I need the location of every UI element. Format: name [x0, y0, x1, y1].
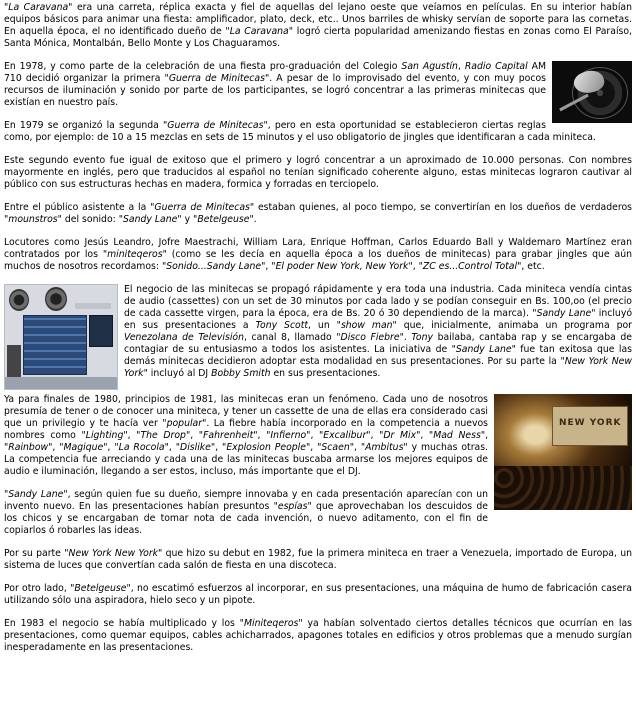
turntable-photo [552, 61, 632, 123]
paragraph-negocio: El negocio de las minitecas se propagó rápidamente y era toda una industria. Cada miniteca vendía cintas de audio (cassettes) con un set de 30 minutos por cada lado y se podían conseguir en Bs. 100,oo (el precio de cada cassette virgen, para la época, era de Bs. 20 ó 30 dependiendo de la marca). "Sandy Lane" incluyó en sus presentaciones a Tony Scott, un "show man" que, inicialmente, animaba un programa por Venezolana de Televisión, canal 8, llamado "Disco Fiebre". Tony bailaba, cantaba rap y se encargaba de contagiar de su entusiasmo a todos los asistentes. La iniciativa de "Sandy Lane" fue tan exitosa que las demás minitecas decidieron adoptar esta modalidad en sus presentaciones. Por su parte la "New York New York" incluyó al DJ Bobby Smith en sus presentaciones. [124, 284, 633, 379]
paragraph-sandy-lane: "Sandy Lane", según quien fue su dueño, siempre innovaba y en cada presentación aparecían con un invento nuevo. En las presentaciones habían presuntos "espías" que aprovechaban los descuidos de los chicos y se encargaban de tomar nota de cada invención, o nuevo aditamento, con el fin de copiarlos ó robarles las ideas. [4, 489, 488, 536]
paragraph-fenomeno: Ya para finales de 1980, principios de 1981, las minitecas eran un fenómeno. Cada uno de nosotros presumía de tener o de conocer una miniteca, y tener un cassette de una de ellas era considerado casi que un privilegio y te hacía ver "popular". La fiebre había incorporado en la competencia a nuevos nombres como "Lighting", "The Drop", "Fahrenheit", "Infierno", "Excalibur", "Dr Mix", "Mad Ness", "Rainbow", "Magique", "La Rocola", "Dislike", "Explosion People", "Scaen", "Ambitus" y muchas otras. La competencia fue arreciando y cada una de las minitecas buscaba armarse los mejores equipos de audio e iluminación, llegando a ser estos, incluso, más importante que el DJ. [4, 394, 489, 477]
paragraph-betelgeuse: Por otro lado, "Betelgeuse", no escatimó esfuerzos al incorporar, en sus presentaciones, una máquina de humo de fabricación casera utilizando sólo una aspiradora, hielo seco y un pipote. [4, 583, 632, 606]
paragraph-publico: Entre el público asistente a la "Guerra de Minitecas" estaban quienes, al poco tiempo, se convertirían en los dueños de verdaderos "mounstros" del sonido: "Sandy Lane" y "Betelgeuse". [4, 202, 632, 225]
paragraph-1978: En 1978, y como parte de la celebración de una fiesta pro-graduación del Colegio San Agustín, Radio Capital AM 710 decidió organizar la primera "Guerra de Minitecas". A pesar de lo improvisado del evento, y con muy pocos recursos de iluminación y sonido por parte de los participantes, se logró concentrar a las primeras minitecas que existían en nuestro país. [4, 61, 546, 108]
paragraph-1983: En 1983 el negocio se había multiplicado y los "Miniteqeros" ya habían solventado ciertos detalles técnicos que ocurrían en las presentaciones, como quemar equipos, cables achicharrados, apagones totales en edificios y otros problemas que a menudo surgían inesperadamente en las presentaciones. [4, 618, 632, 653]
paragraph-locutores: Locutores como Jesús Leandro, Jofre Maestrachi, William Lara, Enrique Hoffman, Carlos Eduardo Ball y Waldemaro Martínez eran contratados por los "miniteqeros" (como se les decía en aquella época a los dueños de minitecas) para grabar jingles que aún muchos de nosotros recordamos: "Sonido...Sandy Lane", "El poder New York, New York", "ZC es...Control Total", etc. [4, 237, 632, 272]
sound-equipment-photo [4, 284, 118, 390]
paragraph-segundo-evento: Este segundo evento fue igual de exitoso que el primero y logró concentrar a un aproximado de 10.000 personas. Con nombres mayormente en inglés, pero que traducidos al español no tenían significado coherente alguno, estas minitecas lograron cautivar al público con sus estructuras hechas en madera, formica y forradas en terciopelo. [4, 155, 632, 190]
party-sign-text: NEW YORK [559, 418, 622, 428]
paragraph-new-york: Por su parte "New York New York" que hizo su debut en 1982, fue la primera miniteca en traer a Venezuela, importado de Europa, un sistema de luces que convertían cada salón de fiesta en una discoteca. [4, 548, 632, 571]
party-photo [494, 394, 632, 510]
paragraph-la-caravana: "La Caravana" era una carreta, réplica exacta y fiel de aquellas del lejano oeste que veíamos en películas. En su interior habían equipos básicos para animar una fiesta: amplificador, plato, deck, etc.. Unos barriles de whisky servían de soporte para las cornetas. En aquella época, el no identificado dueño de "La Caravana" logró cierta popularidad amenizando fiestas en zonas como El Paraíso, Santa Mónica, Montalbán, Bello Monte y Los Chaguaramos. [4, 2, 633, 49]
paragraph-1979: En 1979 se organizó la segunda "Guerra de Minitecas", pero en esta oportunidad se establecieron ciertas reglas como, por ejemplo: de 10 a 15 mezclas en sets de 15 minutos y el uso obligatorio de jingles que identificaran a cada miniteca. [4, 120, 596, 143]
